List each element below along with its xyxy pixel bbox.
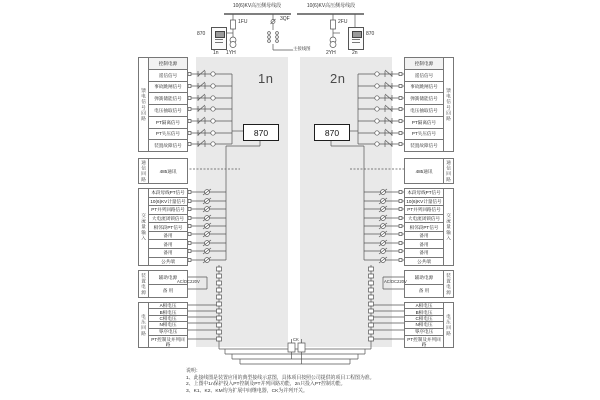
terminal-row-label: 备用 (149, 232, 187, 241)
terminal-row-label: B相电压 (149, 309, 187, 315)
top-device-left-sub: 1n (213, 50, 219, 56)
terminal-row-label: 485通讯 (415, 168, 433, 174)
left-comm-group-vlabel: 通信回路 (139, 159, 149, 183)
pt-right-label: 2YH (326, 50, 336, 56)
fuse-left-label: 1FU (238, 19, 248, 25)
panel-left-title: 1n (258, 71, 274, 86)
top-device-right (348, 27, 364, 50)
note-line: 1、此接线图是装置应用的典型接线示意图，具体项目按照公司提供的项目工程图为准。 (186, 375, 375, 381)
left-power-group-vlabel: 装置电源 (139, 271, 149, 297)
bus-right-label: 10(6)KV高压侧母线段 (306, 3, 356, 9)
left-comm-group (138, 158, 188, 184)
note-line: 2、上图中1n保护投入PT控制及PT并列回路功能，2n只投入PT控制功能。 (186, 382, 346, 388)
terminal-row-label: N相电压 (149, 322, 187, 328)
terminal-row-label: PT控制及并列回路 (151, 336, 185, 347)
terminal-row-label: 公共端 (417, 258, 431, 264)
terminal-row-label: 备用 (149, 249, 187, 258)
note-line: 3、K1、K2、KM均为扩展中间继电器，CK为并列开关。 (186, 388, 308, 394)
terminal-row-label: 485通讯 (159, 168, 177, 174)
panel-1n (196, 57, 288, 347)
terminal-row-label: 10(6)KV计量信号 (405, 198, 443, 207)
terminal-row-label: 辅助电源 (149, 271, 187, 285)
terminal-row-label: 控制电源 (149, 58, 187, 70)
terminal-row-label: 遥信信号 (149, 70, 187, 82)
right-signal-group (404, 57, 454, 152)
terminal-row-label: 备用 (405, 249, 443, 258)
top-device-left (211, 27, 227, 50)
terminal-row-label: 公共端 (161, 258, 175, 264)
panel-2n (300, 57, 392, 347)
notes-block (186, 369, 451, 395)
terminal-row-label: 事故跳闸信号 (405, 82, 443, 94)
right-comm-group (404, 158, 454, 184)
bus-left-label: 10(6)KV高压侧母线段 (232, 3, 282, 9)
tie-caption: 主接线图 (293, 46, 311, 51)
terminal-row-label: A相电压 (405, 303, 443, 309)
parallel-switch-label: CK (293, 337, 299, 342)
terminal-row-label: 装置故障信号 (154, 143, 182, 149)
right-power-group (404, 270, 454, 298)
device-870-right: 870 (314, 124, 350, 141)
device-870-left: 870 (243, 124, 279, 141)
right-power-group-vlabel: 装置电源 (443, 271, 453, 297)
terminal-row-label: 大电流闭锁信号 (405, 215, 443, 224)
top-device-left-label: 870 (197, 31, 206, 37)
pt-left-label: 1YH (226, 50, 236, 56)
terminal-row-label: 相邻段PT信号 (149, 223, 187, 232)
terminal-row-label: 零序电压 (405, 329, 443, 337)
terminal-row-label: PT失压信号 (405, 129, 443, 141)
terminal-row-label: PT并列回路信号 (149, 206, 187, 215)
terminal-row-label: 控制电源 (405, 58, 443, 70)
terminal-row-label: 备用 (405, 232, 443, 241)
terminal-row-label: C相电压 (405, 316, 443, 322)
top-device-right-sub: 2n (352, 50, 358, 56)
left-signal-group (138, 57, 188, 152)
terminal-row-label: 零序电压 (149, 329, 187, 337)
terminal-row-label: 弹簧储能信号 (405, 93, 443, 105)
top-device-right-label: 870 (366, 31, 375, 37)
terminal-row-label: 大电流闭锁信号 (149, 215, 187, 224)
left-signal-group-vlabel: 馈电信号回路 (139, 58, 149, 151)
left-voltage-group-vlabel: 电压回路 (139, 303, 149, 347)
tie-breaker-label: 3QF (280, 16, 290, 22)
terminal-row-label: 备用 (405, 240, 443, 249)
right-voltage-group-vlabel: 电压回路 (443, 303, 453, 347)
terminal-row-label: 事故跳闸信号 (149, 82, 187, 94)
terminal-row-label: 本段母线PT信号 (149, 189, 187, 198)
terminal-row-label: 备 用 (162, 288, 174, 294)
right-ac-group-vlabel: 交流量输入 (443, 189, 453, 265)
terminal-row-label: PT隔离信号 (149, 117, 187, 129)
terminal-row-label: 电压抽取信号 (405, 105, 443, 117)
terminal-row-label: N相电压 (405, 322, 443, 328)
fuse-right-label: 2FU (338, 19, 348, 25)
right-ac-group (404, 188, 454, 266)
terminal-row-label: 10(6)KV计量信号 (149, 198, 187, 207)
terminal-row-label: PT隔离信号 (405, 117, 443, 129)
terminal-row-label: C相电压 (149, 316, 187, 322)
terminal-row-label: 辅助电源 (405, 271, 443, 285)
left-ac-group (138, 188, 188, 266)
ac-supply-label-left: AC/DC220V (177, 279, 200, 284)
left-ac-group-vlabel: 交流量输入 (139, 189, 149, 265)
notes-title: 说明： (186, 369, 201, 374)
right-voltage-group (404, 302, 454, 348)
terminal-row-label: PT控制及并列回路 (407, 336, 441, 347)
panel-right-title: 2n (330, 71, 346, 86)
ac-supply-label-right: AC/DC220V (384, 279, 407, 284)
terminal-row-label: 装置故障信号 (410, 143, 438, 149)
terminal-row-label: PT并列回路信号 (405, 206, 443, 215)
terminal-row-label: 备 用 (418, 288, 430, 294)
terminal-row-label: 本段母线PT信号 (405, 189, 443, 198)
right-signal-group-vlabel: 馈电信号回路 (443, 58, 453, 151)
terminal-row-label: 备用 (149, 240, 187, 249)
terminal-row-label: 遥信信号 (405, 70, 443, 82)
left-voltage-group (138, 302, 188, 348)
terminal-row-label: PT失压信号 (149, 129, 187, 141)
terminal-row-label: 电压抽取信号 (149, 105, 187, 117)
terminal-row-label: 弹簧储能信号 (149, 93, 187, 105)
right-comm-group-vlabel: 通信回路 (443, 159, 453, 183)
terminal-row-label: B相电压 (405, 309, 443, 315)
terminal-row-label: A相电压 (149, 303, 187, 309)
terminal-row-label: 相邻段PT信号 (405, 223, 443, 232)
